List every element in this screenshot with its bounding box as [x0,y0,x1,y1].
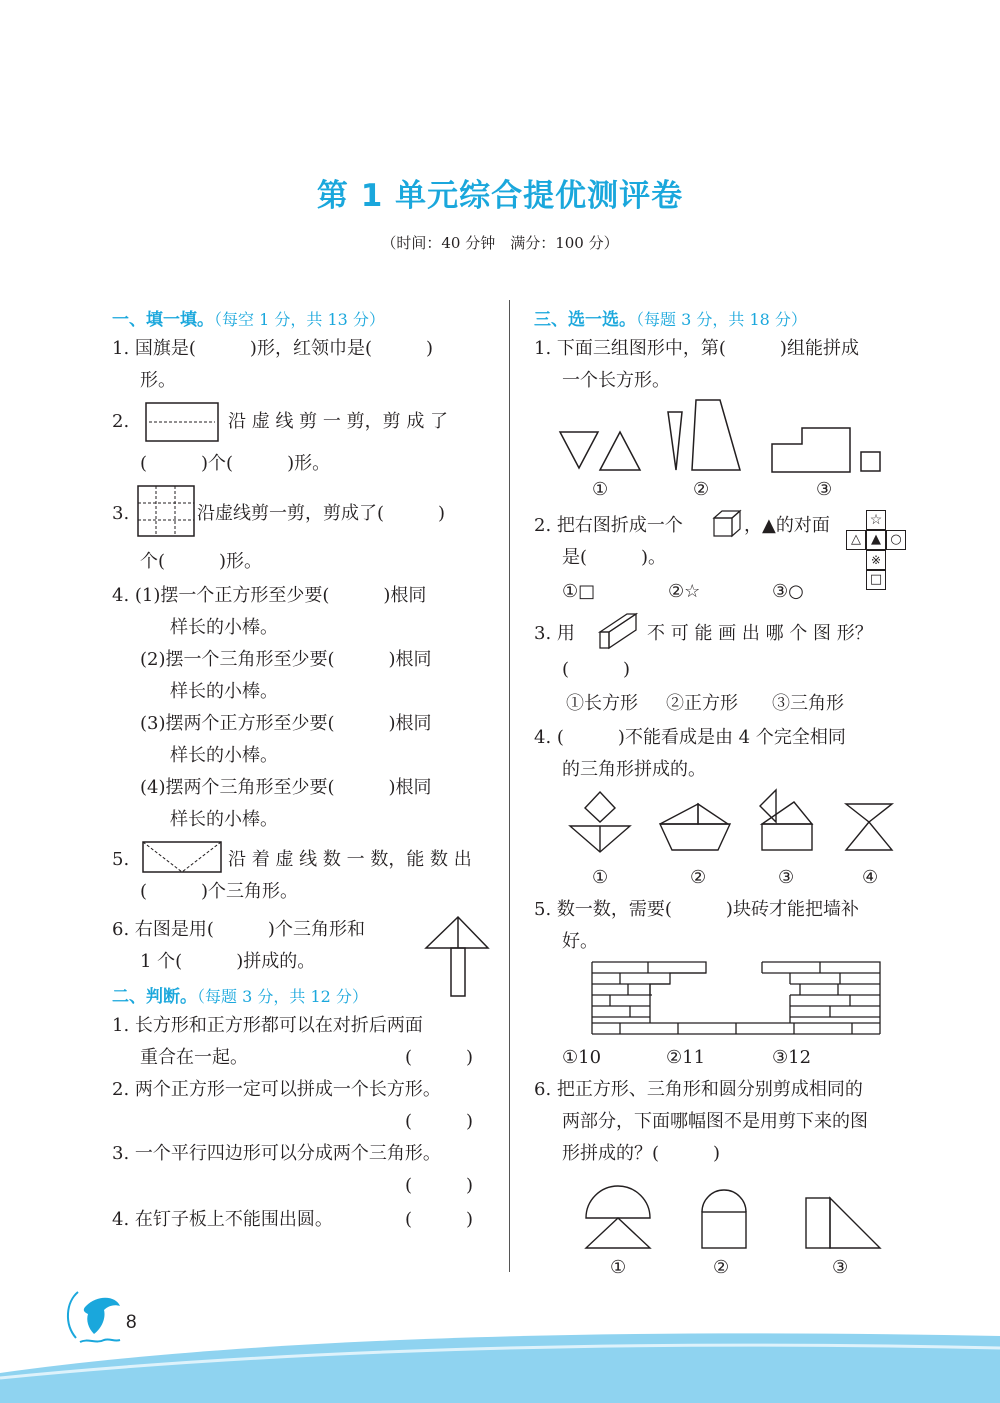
choice-5-opt-2[interactable]: ②11 [666,1047,706,1068]
q4-line-6: 样长的小棒。 [170,745,278,766]
choice-1-figures [558,398,888,478]
judge-4-line: 4. 在钉子板上不能围出圆。 [112,1209,333,1230]
q4-line-8: 样长的小棒。 [170,809,278,830]
choice-2-line-1b: ，▲的对面 [744,515,830,536]
choice-6-line-1: 6. 把正方形、三角形和圆分别剪成相同的 [534,1079,863,1100]
choice-4-figures [566,788,896,858]
page-title: 第 1 单元综合提优测评卷 [316,178,684,214]
net-cell-reference-mark: ※ [866,550,886,570]
choice-4-opt-3[interactable]: ③ [778,867,795,888]
q4-line-2: 样长的小棒。 [170,617,278,638]
page-subtitle: （时间：40 分钟 满分：100 分） [381,234,619,252]
q4-line-5: (3)摆两个正方形至少要( )根同 [140,713,432,734]
judge-3-line: 3. 一个平行四边形可以分成两个三角形。 [112,1143,441,1164]
choice-1-opt-2[interactable]: ② [693,479,710,500]
footer-wave [0,1318,1000,1403]
section-3-heading [534,305,807,330]
choice-4-opt-2[interactable]: ② [690,867,707,888]
choice-2-opt-2[interactable]: ②☆ [668,581,701,602]
q2-line-1: 沿 虚 线 剪 一 剪，剪 成 了 [228,411,449,432]
q6-tree-figure [422,914,492,1000]
net-cell-circle: ○ [886,530,906,550]
q3-number: 3. [112,503,130,524]
judge-2-line: 2. 两个正方形一定可以拼成一个长方形。 [112,1079,441,1100]
choice-2-opt-3[interactable]: ③○ [772,581,804,602]
choice-5-line-2: 好。 [562,931,598,952]
q5-line-2: ( )个三角形。 [140,881,299,902]
q2-line-2: ( )个( )形。 [140,453,331,474]
q3-line-1: 沿虚线剪一剪，剪成了( ) [197,503,446,524]
net-cell-triangle: △ [846,530,866,550]
section-2-title: 二、判断。 [112,987,197,1007]
choice-4-opt-1[interactable]: ① [592,867,609,888]
choice-5-opt-3[interactable]: ③12 [772,1047,812,1068]
choice-6-opt-3[interactable]: ③ [832,1257,849,1278]
column-divider [509,300,510,1272]
choice-4-line-1: 4. ( )不能看成是由 4 个完全相同 [534,727,846,748]
cuboid-icon [597,610,641,652]
q2-number: 2. [112,411,130,432]
q4-line-1: 4. (1)摆一个正方形至少要( )根同 [112,585,427,606]
section-3-note: （每题 3 分，共 18 分） [636,310,807,329]
net-cell-filled-triangle: ▲ [866,530,886,550]
choice-5-line-1: 5. 数一数，需要( )块砖才能把墙补 [534,899,859,920]
judge-3-answer[interactable]: ( ) [405,1175,474,1196]
q5-figure [141,840,223,876]
choice-6-opt-1[interactable]: ① [610,1257,627,1278]
net-cell-square: □ [866,570,886,590]
q4-line-7: (4)摆两个三角形至少要( )根同 [140,777,432,798]
choice-3-line-1a: 3. 用 [534,623,575,644]
judge-2-answer[interactable]: ( ) [405,1111,474,1132]
q1-line-2: 形。 [140,370,176,391]
q5-number: 5. [112,849,130,870]
section-3-title: 三、选一选。 [534,310,636,330]
section-1-heading [112,305,385,330]
q5-line-1: 沿 着 虚 线 数 一 数，能 数 出 [228,849,472,870]
q3-grid-figure [136,484,198,540]
judge-1-line-2: 重合在一起。 [140,1047,248,1068]
section-2-note: （每题 3 分，共 12 分） [197,987,368,1006]
choice-6-line-2: 两部分，下面哪幅图不是用剪下来的图 [562,1111,868,1132]
dolphin-icon [58,1284,128,1350]
choice-6-opt-2[interactable]: ② [713,1257,730,1278]
brick-wall-figure [590,960,882,1038]
section-1-title: 一、填一填。 [112,310,214,330]
q6-line-1: 6. 右图是用( )个三角形和 [112,919,365,940]
q6-line-2: 1 个( )拼成的。 [140,951,316,972]
net-cell-star: ☆ [866,510,886,530]
choice-6-figures [582,1180,884,1252]
choice-3-opt-3[interactable]: ③三角形 [772,693,844,714]
q4-line-4: 样长的小棒。 [170,681,278,702]
choice-1-line-1: 1. 下面三组图形中，第( )组能拼成 [534,338,859,359]
choice-6-line-3: 形拼成的？( ) [562,1143,721,1164]
choice-2-opt-1[interactable]: ①□ [562,581,596,602]
choice-5-opt-1[interactable]: ①10 [562,1047,602,1068]
choice-2-line-1: 2. 把右图折成一个 [534,515,683,536]
choice-1-opt-1[interactable]: ① [592,479,609,500]
judge-4-answer[interactable]: ( ) [405,1209,474,1230]
judge-1-line-1: 1. 长方形和正方形都可以在对折后两面 [112,1015,423,1036]
judge-1-answer[interactable]: ( ) [405,1047,474,1068]
q4-line-3: (2)摆一个三角形至少要( )根同 [140,649,432,670]
choice-1-opt-3[interactable]: ③ [816,479,833,500]
choice-2-line-2: 是( )。 [562,547,667,568]
cube-icon [712,508,744,538]
section-1-note: （每空 1 分，共 13 分） [214,310,385,329]
q1-line-1: 1. 国旗是( )形，红领巾是( ) [112,338,433,359]
choice-4-line-2: 的三角形拼成的。 [562,759,706,780]
choice-3-answer[interactable]: ( ) [562,659,631,680]
page-number: 8 [126,1312,137,1333]
q3-line-2: 个( )形。 [140,551,263,572]
choice-3-opt-2[interactable]: ②正方形 [666,693,738,714]
cube-net-figure [844,510,910,592]
choice-1-line-2: 一个长方形。 [562,370,670,391]
choice-4-opt-4[interactable]: ④ [862,867,879,888]
choice-3-opt-1[interactable]: ①长方形 [566,693,638,714]
section-2-heading [112,982,368,1007]
q2-rectangle-figure [145,402,221,444]
choice-3-line-1b: 不 可 能 画 出 哪 个 图 形？ [647,623,873,644]
